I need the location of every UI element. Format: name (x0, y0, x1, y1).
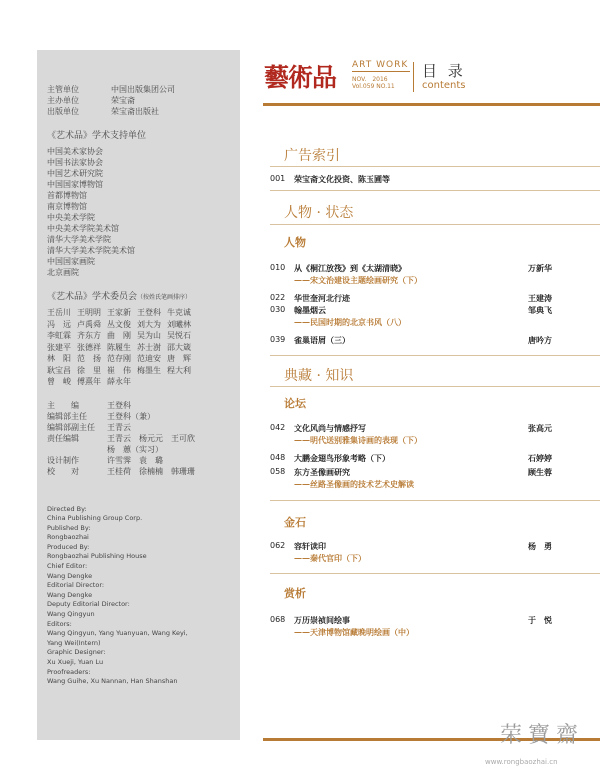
support-unit: 北京画院 (47, 268, 79, 277)
english-line: Rongbaozhai (47, 533, 89, 542)
publication-key: 主管单位 (47, 85, 79, 94)
committee-member: 丛文俊 (107, 319, 131, 329)
committee-member: 曾 峻 (47, 377, 71, 386)
english-line: Wang Guihe, Xu Nannan, Han Shanshan (47, 677, 178, 686)
entry-author: 张高元 (528, 423, 552, 433)
entry-subtitle: ——天津博物馆藏晚明绘画（中） (294, 627, 414, 637)
committee-member: 崔 伟 (107, 365, 131, 375)
committee-member: 陈履生 (107, 342, 131, 352)
page-number: 042 (270, 423, 286, 432)
editor-names: 杨 蕙（实习） (107, 444, 163, 454)
page-number: 048 (270, 453, 286, 462)
entry-author: 顾生蓉 (528, 467, 552, 477)
english-line: Wang Qingyun, Yang Yuanyuan, Wang Keyi, (47, 629, 188, 638)
subcategory-forum: 论坛 (284, 397, 306, 410)
committee-member: 齐东方 (77, 331, 101, 340)
committee-row (47, 307, 230, 319)
english-line: Rongbaozhai Publishing House (47, 552, 147, 561)
watermark-url: www.rongbaozhai.cn (485, 758, 558, 766)
committee-member: 苏士澍 (137, 342, 161, 352)
english-line: Wang Dengke (47, 590, 93, 599)
art-work-label: ART WORK (352, 60, 409, 70)
page-number: 068 (270, 615, 286, 624)
committee-member: 范 扬 (77, 354, 101, 363)
editor-role: 主 编 (47, 400, 79, 410)
committee-row (47, 342, 230, 354)
english-line: Wang Dengke (47, 571, 93, 580)
english-line: Directed By: (47, 504, 87, 513)
support-unit: 中国美术家协会 (47, 147, 103, 156)
editor-row (47, 400, 230, 411)
separator (270, 386, 600, 387)
committee-member: 范迪安 (137, 354, 161, 363)
entry-subtitle: ——民国时期的北京书风（八） (294, 317, 406, 327)
editor-names: 许雪霁 袁 璐 (107, 455, 163, 465)
watermark-logo: 荣寶齋 (500, 723, 585, 748)
separator (270, 224, 600, 225)
editor-row (47, 422, 230, 433)
entry-author: 王建涛 (528, 293, 552, 303)
support-unit: 首都博物馆 (47, 191, 87, 200)
committee-member: 程大利 (167, 365, 191, 375)
entry-subtitle: ——明代送别雅集诗画的表现（下） (294, 435, 422, 445)
entry-title: 荣宝斋文化投资、陈玉圃等 (294, 174, 390, 184)
entry-title: 从《桐江放筏》到《太湖清晓》 (294, 263, 406, 273)
committee-member: 王家新 (107, 308, 131, 317)
editor-row (47, 433, 230, 444)
editor-row (47, 411, 230, 422)
english-line: China Publishing Group Corp. (47, 514, 143, 523)
publication-value: 荣宝斋出版社 (111, 107, 159, 116)
category-ads: 广告索引 (284, 148, 340, 164)
page-number: 010 (270, 263, 286, 272)
publication-value: 荣宝斋 (111, 96, 135, 105)
english-line: Yang Wei(Intern) (47, 638, 101, 647)
entry-subtitle: ——秦代官印（下） (294, 553, 366, 563)
committee-member: 林 阳 (47, 354, 71, 363)
entry-title: 万历崇祯间绘事 (294, 615, 350, 625)
separator (270, 190, 600, 191)
publication-row (47, 84, 230, 95)
committee-member (167, 376, 197, 388)
masthead-panel (37, 50, 240, 740)
committee-member: 李虹霖 (47, 331, 71, 340)
entry-subtitle: ——丝路圣像画的技术艺术史解读 (294, 479, 414, 489)
entry-author: 于 悦 (528, 615, 552, 625)
committee-member: 冯 远 (47, 319, 71, 329)
issue-volume: Vol.059 NO.11 (352, 83, 395, 90)
support-unit: 中国国家博物馆 (47, 180, 103, 189)
editor-names: 王青云 杨元元 王可欣 (107, 433, 195, 443)
support-unit: 清华大学美术学院美术馆 (47, 246, 135, 255)
separator (270, 355, 600, 356)
support-unit: 中央美术学院美术馆 (47, 224, 119, 233)
committee-title (47, 292, 230, 303)
entry-title: 华世奎河北行迹 (294, 293, 350, 303)
english-line: Deputy Editorial Director: (47, 600, 130, 609)
page-number: 022 (270, 293, 286, 302)
committee-member: 唐 辉 (167, 354, 191, 363)
separator (270, 573, 600, 574)
committee-member: 王岳川 (47, 308, 71, 317)
publication-row (47, 95, 230, 106)
entry-author: 石婷婷 (528, 453, 552, 463)
entry-title: 东方圣像画研究 (294, 467, 350, 477)
committee-list (47, 307, 230, 388)
entry-author: 万新华 (528, 263, 552, 273)
editor-role: 责任编辑 (47, 433, 79, 443)
committee-member: 曲 刚 (107, 331, 131, 340)
subcategory-appreciation: 赏析 (284, 587, 306, 600)
english-credits (47, 505, 230, 687)
entry-author: 杨 勇 (528, 541, 552, 551)
entry-title: 文化风尚与情感抒写 (294, 423, 366, 433)
committee-row (47, 319, 230, 331)
category-collection: 典藏 · 知识 (284, 368, 354, 384)
magazine-logo: 藝術品 (264, 63, 337, 92)
editor-row (47, 466, 230, 477)
english-line: Editorial Director: (47, 581, 105, 590)
english-line: Graphic Designer: (47, 648, 106, 657)
header-divider (413, 62, 414, 92)
committee-member: 徐 里 (77, 365, 101, 375)
support-unit: 中国国家画院 (47, 257, 95, 266)
support-unit: 南京博物馆 (47, 202, 87, 211)
page-number: 058 (270, 467, 286, 476)
committee-member: 刘大为 (137, 319, 161, 329)
committee-member: 吴悦石 (167, 331, 191, 340)
publication-info (47, 84, 230, 117)
committee-member: 王明明 (77, 308, 101, 317)
separator (270, 166, 600, 167)
entry-title: 大鹏金翅鸟形象考略（下） (294, 453, 390, 463)
support-unit: 中国艺术研究院 (47, 169, 103, 178)
support-units-list (47, 146, 230, 278)
committee-title-text: 《艺术品》学术委员会 (47, 292, 138, 302)
page-number: 030 (270, 305, 286, 314)
publication-key: 出版单位 (47, 107, 79, 116)
editor-role (47, 444, 107, 455)
issue-date: NOV. 2016 (352, 76, 388, 83)
english-line: Proofreaders: (47, 667, 91, 676)
header-rule (263, 103, 600, 106)
support-unit: 清华大学美术学院 (47, 235, 111, 244)
subcategory-stone: 金石 (284, 516, 306, 529)
editor-role: 校 对 (47, 466, 79, 476)
entry-subtitle: ——宋文治建设主题绘画研究（下） (294, 275, 422, 285)
english-line: Editors: (47, 619, 72, 628)
committee-member: 刘曦林 (167, 319, 191, 329)
editor-row (47, 455, 230, 466)
subcategory-people: 人物 (284, 236, 306, 249)
entry-title: 容轩读印 (294, 541, 326, 551)
editor-names: 王桂荷 徐楠楠 韩珊珊 (107, 466, 195, 476)
entry-title: 翰墨烟云 (294, 305, 326, 315)
entry-author: 唐吟方 (528, 335, 552, 345)
committee-member: 牛克诚 (167, 308, 191, 317)
category-people: 人物 · 状态 (284, 205, 354, 221)
publication-row (47, 106, 230, 117)
editor-names: 王青云 (107, 422, 131, 432)
page-number: 001 (270, 174, 286, 183)
committee-row (47, 330, 230, 342)
english-line: Produced By: (47, 542, 90, 551)
editor-row (47, 444, 230, 455)
committee-member: 薛永年 (107, 377, 131, 386)
editor-names: 王登科 (107, 400, 131, 410)
publication-value: 中国出版集团公司 (111, 85, 175, 94)
issue-info (352, 60, 410, 90)
committee-member: 张建平 (47, 342, 71, 352)
editor-role: 编辑部主任 (47, 411, 87, 421)
support-unit: 中央美术学院 (47, 213, 95, 222)
entry-title: 雀巢语屑（三） (294, 335, 350, 345)
editors-list (47, 400, 230, 477)
committee-member: 王登科 (137, 308, 161, 317)
support-title: 《艺术品》学术支持单位 (47, 131, 147, 141)
english-line: Published By: (47, 523, 91, 532)
committee-note: （按姓氏笔画排序） (137, 294, 192, 301)
committee-row (47, 376, 230, 388)
page-number: 062 (270, 541, 286, 550)
page-number: 039 (270, 335, 286, 344)
english-line: Wang Qingyun (47, 610, 95, 619)
committee-row (47, 365, 230, 377)
committee-member (137, 376, 167, 388)
committee-member: 范存刚 (107, 354, 131, 363)
committee-member: 卢禹舜 (77, 319, 101, 329)
editor-role: 编辑部副主任 (47, 422, 95, 432)
support-unit: 中国书法家协会 (47, 158, 103, 167)
separator (270, 500, 600, 501)
committee-member: 傅熹年 (77, 377, 101, 386)
editor-role: 设计制作 (47, 455, 79, 465)
english-line: Chief Editor: (47, 562, 88, 571)
toc-title: 目 录 (422, 62, 466, 80)
committee-member: 吴为山 (137, 331, 161, 340)
committee-member: 邵大箴 (167, 342, 191, 352)
committee-member: 张德祥 (77, 342, 101, 352)
english-line: Xu Xueji, Yuan Lu (47, 658, 104, 666)
entry-author: 邹典飞 (528, 305, 552, 315)
committee-member: 梅墨生 (137, 365, 161, 375)
editor-names: 王登科（兼） (107, 411, 155, 421)
committee-row (47, 353, 230, 365)
toc-subtitle: contents (422, 80, 466, 91)
committee-member: 耿宝昌 (47, 365, 71, 375)
publication-key: 主办单位 (47, 96, 79, 105)
